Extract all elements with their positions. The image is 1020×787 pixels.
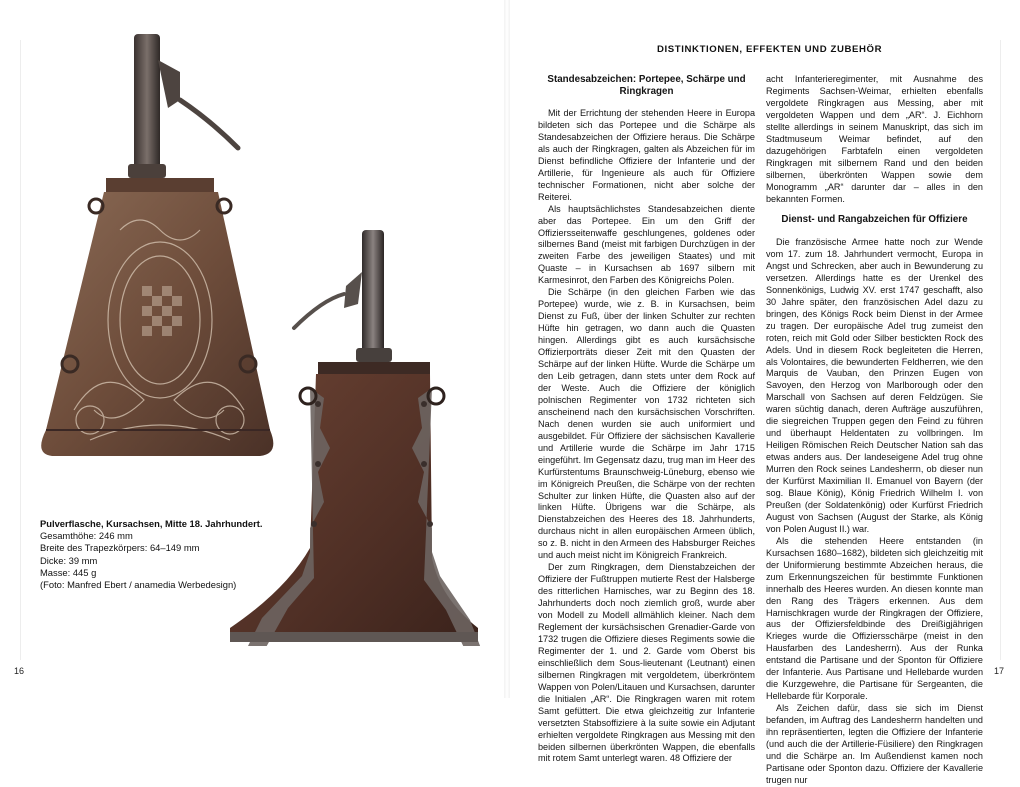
paragraph: Als Zeichen dafür, dass sie sich im Dienst befanden, im Auftrag des Landesherrn handelten und ihn repräsentierten, legten die Offiziere der Infanterie (und auch die der Artillerie-Füsiliere) den Ringkragen und die Schärpe an. Im Außendienst kamen noch Partisane oder Sponton dazu. Offiziere der Kavallerie trugen nur (766, 703, 983, 785)
caption-line: Dicke: 39 mm (40, 554, 98, 566)
caption-line: Breite des Trapezkörpers: 64–149 mm (40, 542, 200, 554)
page-number-left: 16 (14, 666, 25, 676)
image-caption (40, 518, 280, 591)
text-column-2 (766, 74, 983, 787)
page-edge-right (1000, 40, 1001, 660)
paragraph: Die Schärpe (in den gleichen Farben wie das Portepee) wurde, wie z. B. in Kursachsen, beim Dienst zu Fuß, über der linken Schulter zur rechten Hüfte hin getragen, wo dann auch die Quasten hingen. Allerdings gibt es auch kursächsische Offizierporträts dieser Zeit mit den Quasten der Schärpe auf der linken Hüfte. Wurde die Schärpe um den Leib getragen, dann stets unter dem Rock auf der Weste. Auch die Offiziere der königlich polnischen Regimenter von 1732 richteten sich anscheinend nach den kursächsischen Vorschriften. Nach denen wurden sie auch uniformiert und ausgebildet. Für Offiziere der sächsischen Kavallerie und Artillerie wurde die Schärpe im Jahr 1715 eingeführt. Im Gegensatz dazu, trug man im Heer des Kurfürstentums Braunschweig-Lüneburg, ebenso wie im Königreich Preußen, die Schärpe von der rechten Schulter zur linken Hüfte, die Quasten also auf der linken Hüfte. Übrigens war die Schärpe, als Dienstabzeichen des Heeres des 18. Jahrhunderts, durchaus nicht in allen europäischen Armeen üblich, so z. B. nicht in den Armeen des Habsburger Reiches und auch meist nicht im Königreich Frankreich. (538, 287, 755, 561)
paragraph: acht Infanterieregimenter, mit Ausnahme des Regiments Sachsen-Weimar, erhielten ebenfalls vergoldete Ringkragen aus Messing, aber mit vergoldeten Wappen und dem „AR“. J. Eichhorn stellte allerdings in seinem Manuskript, das sich im Stadtmuseum Weimar befindet, auf den dazugehörigen Farbtafeln einen vergoldeten Ringkragen mit silbernem Rand und den beiden silbernen, überkrönten Wappen sowie dem Monogramm „AR“ darunter dar – alles in den bekannten Formen. (766, 74, 983, 204)
caption-line: (Foto: Manfred Ebert / anamedia Werbedesign) (40, 579, 237, 591)
paragraph: Mit der Errichtung der stehenden Heere in Europa bildeten sich das Portepee und die Schärpe als Standesabzeichen der Offiziere heraus. Die Schärpe als auch der Ringkragen, galten als Abzeichen für im Dienst befindliche Offiziere der Infanterie und der Artillerie, für Ingenieure als auch für Offiziere technischer Formationen, nicht aber solche der Reiterei. (538, 108, 755, 202)
caption-line: Masse: 445 g (40, 566, 97, 578)
caption-line: Gesamthöhe: 246 mm (40, 530, 133, 542)
book-gutter (504, 0, 510, 698)
text-column-1 (538, 74, 755, 765)
running-head: DISTINKTIONEN, EFFEKTEN UND ZUBEHÖR (657, 44, 883, 55)
section-heading: Standesabzeichen: Portepee, Schärpe und Ringkragen (547, 74, 746, 97)
section-heading: Dienst- und Rangabzeichen für Offiziere (781, 214, 968, 226)
caption-title: Pulverflasche, Kursachsen, Mitte 18. Jahrhundert. (40, 518, 263, 529)
paragraph: Als hauptsächlichstes Standesabzeichen diente aber das Portepee. Ein um den Griff der Offiziersseitenwaffe geschlungenes, goldenes oder silbernes Band (meist mit farbigen Durchzügen in der zweiten Farbe des jeweiligen Staates) und mit Quaste – in Kursachsen ab 1697 silbern mit Karmesinrot, den Farben des Königreichs Polen. (538, 203, 755, 286)
paragraph: Der zum Ringkragen, dem Dienstabzeichen der Offiziere der Fußtruppen mutierte Rest der Halsberge des ritterlichen Harnisches, war zu Beginn des 18. Jahrhunderts doch noch ziemlich groß, wurde aber von Modell zu Modell allmählich kleiner. Nach dem Reglement der kursächsischen Grenadier-Garde von 1732 trugen die Offiziere dieses Regiments sowie die Regimenter der 1. und 2. Garde vom Oberst bis einschließlich dem Sous-lieutenant (Leutnant) einen silbernen Ringkragen mit vergoldetem, überkröntem Wappen von Polen/Litauen und Kursachsen, darunter die Initialen „AR“. Die Ringkragen waren mit rotem Samt gefüttert. Die etwa gleichzeitig zur Infanterie versetzten Stabsoffiziere à la suite sowie ein Adjutant erhielten vergoldete Ringkragen aus Messing mit den beiden silbernen überkrönten Wappen, die ebenfalls mit rotem Samt unterlegt waren. 48 Offiziere der (538, 562, 755, 764)
paragraph: Als die stehenden Heere entstanden (in Kursachsen 1680–1682), bildeten sich gleichzeitig mit der Uniformierung bestimmte Abzeichen heraus, die zum Erkennungszeichen für bestimmte Funktionen innerhalb des Heeres wurden. An diesen konnte man den Rang des Trägers erkennen. Aus dem Harnischkragen wurde der Ringkragen der Offiziere, aus der Offiziersfeldbinde des Dreißigjährigen Krieges wurde die Offiziersschärpe (meist in den Hausfarben des Landesherrn). Aus der Runka entstand die Partisane und der Sponton für Offiziere der Infanterie. Aus Partisane und Hellebarde wurden die Kurzgewehre, die Partisane für Sergeanten, die Hellebarde für Korporale. (766, 535, 983, 702)
page-number-right: 17 (994, 666, 1005, 676)
paragraph: Die französische Armee hatte noch zur Wende vom 17. zum 18. Jahrhundert vermocht, Europa in Angst und Schrecken, aber auch in Bewunderung zu versetzen. Allerdings hatte es der Urenkel des Sonnenkönigs, Ludwig XV. erst 1747 geschafft, also 30 Jahre später, den französischen Adel dazu zu bringen, des Königs Rock beim Dienst in der Armee zu tragen. Der europäische Adel trug zumeist den roten, reich mit Gold oder Silber bestickten Rock des Adels. Und in diesem Rock begleiteten die Herren, als Volontaires, die bewunderten Feldherren, wie den Marquis de Vauban, den Prinzen Eugen von Savoyen, den Herzog von Marlborough oder den Marschall von Sachsen auf deren Feldzügen. Sie waren süchtig danach, deren Aufträge auszuführen, die siegreichen Truppen gegen den Feind zu führen und überhaupt Heldentaten zu vollbringen. Im Heiligen Römischen Reich Deutscher Nation sah das etwas anders aus. Der landeseigene Adel trug ohne Murren den Rock seines Landesherrn, ob dieser nun der Kurfürst Maximilian II. Emanuel von Bayern (der sog. Blaue König), König Friedrich Wilhelm I. von Preußen (der Soldatenkönig) oder Kurfürst Friedrich August von Sachsen (August der Starke, als König von Polen August II.) war. (766, 236, 983, 534)
page-edge-left (20, 40, 21, 660)
